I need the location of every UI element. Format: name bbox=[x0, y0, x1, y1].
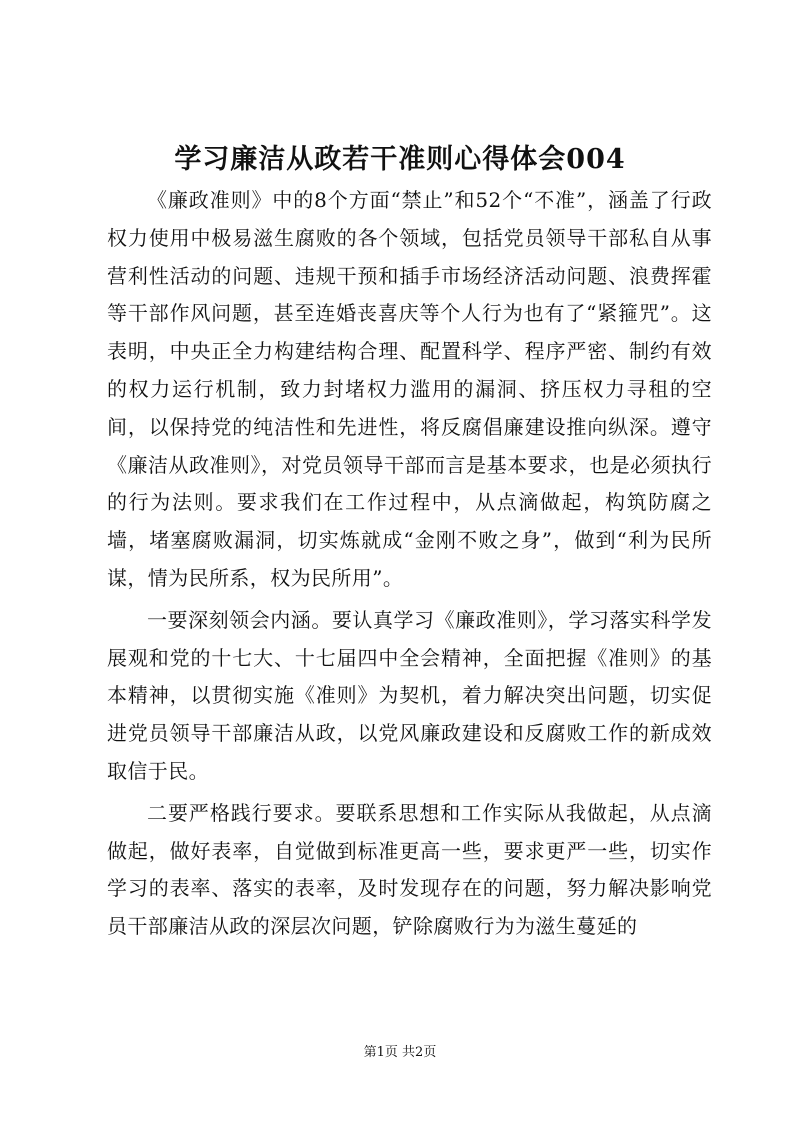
paragraph-point-one: 一要深刻领会内涵。要认真学习《廉政准则》，学习落实科学发展观和党的十七大、十七届四中全会精神，全面把握《准则》的基本精神，以贯彻实施《准则》为契机，着力解决突出问题，切实促进党员领导干部廉洁从政，以党风廉政建设和反腐败工作的新成效取信于民。 bbox=[107, 607, 712, 783]
document-title: 学习廉洁从政若干准则心得体会004 bbox=[174, 144, 626, 175]
page-footer: 第1页 共2页 bbox=[363, 1045, 437, 1060]
document-body bbox=[107, 182, 712, 950]
paragraph-point-two: 二要严格践行要求。要联系思想和工作实际从我做起，从点滴做起，做好表率，自觉做到标准更高一些，要求更严一些，切实作学习的表率、落实的表率，及时发现存在的问题，努力解决影响党员干部廉洁从政的深层次问题，铲除腐败行为为滋生蔓延的 bbox=[107, 800, 712, 939]
paragraph-intro: 《廉政准则》中的8个方面“禁止”和52个“不准”，涵盖了行政权力使用中极易滋生腐败的各个领域，包括党员领导干部私自从事营利性活动的问题、违规干预和插手市场经济活动问题、浪费挥霍等干部作风问题，甚至连婚丧喜庆等个人行为也有了“紧箍咒”。这表明，中央正全力构建结构合理、配置科学、程序严密、制约有效的权力运行机制，致力封堵权力滥用的漏洞、挤压权力寻租的空间，以保持党的纯洁性和先进性，将反腐倡廉建设推向纵深。遵守《廉洁从政准则》，对党员领导干部而言是基本要求，也是必须执行的行为法则。要求我们在工作过程中，从点滴做起，构筑防腐之墙，堵塞腐败漏洞，切实炼就成“金刚不败之身”，做到“利为民所谋，情为民所系，权为民所用”。 bbox=[107, 188, 712, 590]
